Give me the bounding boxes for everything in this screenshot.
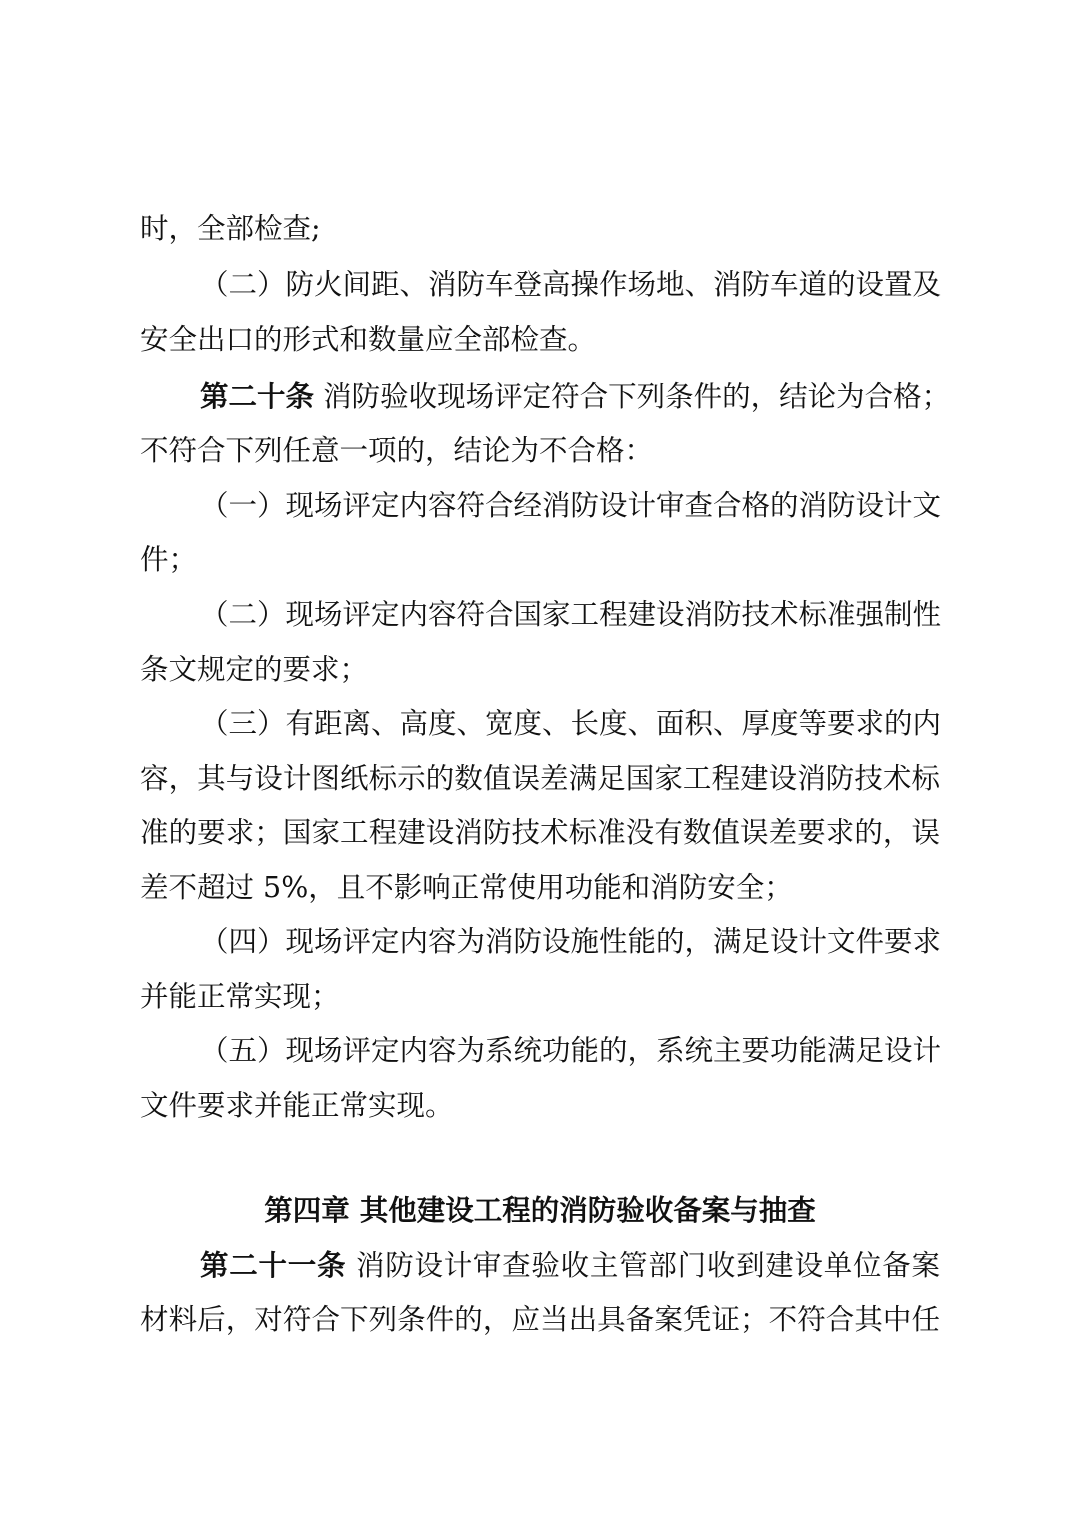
article-20-label: 第二十条 [200,379,315,413]
article-20-item-3-line: （三）有距离、高度、宽度、长度、面积、厚度等要求的内 [200,707,942,740]
article-20-text: 消防验收现场评定符合下列条件的，结论为合格； [314,380,951,413]
article-20-item-2-line: 条文规定的要求； [140,653,369,686]
article-20-item-3-line: 差不超过 5%，且不影响正常使用功能和消防安全； [140,871,793,904]
article-20-item-1-line: 件； [140,543,198,576]
article-20-item-2-line: （二）现场评定内容符合国家工程建设消防技术标准强制性 [200,598,942,631]
paragraph-line: 时，全部检查; [140,212,321,245]
article-21-text: 消防设计审查验收主管部门收到建设单位备案 [346,1249,940,1282]
article-20-item-4-line: （四）现场评定内容为消防设施性能的，满足设计文件要求 [200,925,942,958]
chapter-4-heading: 第四章 其他建设工程的消防验收备案与抽查 [264,1193,816,1227]
article-21-intro [200,1245,940,1286]
list-item-2-line: 安全出口的形式和数量应全部检查。 [140,323,597,356]
article-20-intro-line: 不符合下列任意一项的，结论为不合格： [140,434,654,467]
article-20-item-5-line: 文件要求并能正常实现。 [140,1089,454,1122]
article-20-item-3-line: 准的要求；国家工程建设消防技术标准没有数值误差要求的，误 [140,816,940,849]
article-21-label: 第二十一条 [200,1248,347,1282]
article-20-item-5-line: （五）现场评定内容为系统功能的，系统主要功能满足设计 [200,1034,942,1067]
article-20-intro [200,376,951,417]
article-20-item-4-line: 并能正常实现； [140,980,340,1013]
list-item-2-line: （二）防火间距、消防车登高操作场地、消防车道的设置及 [200,268,942,301]
article-20-item-1-line: （一）现场评定内容符合经消防设计审查合格的消防设计文 [200,489,942,522]
article-20-item-3-line: 容，其与设计图纸标示的数值误差满足国家工程建设消防技术标 [140,762,940,795]
article-21-line: 材料后，对符合下列条件的，应当出具备案凭证；不符合其中任 [140,1303,940,1336]
